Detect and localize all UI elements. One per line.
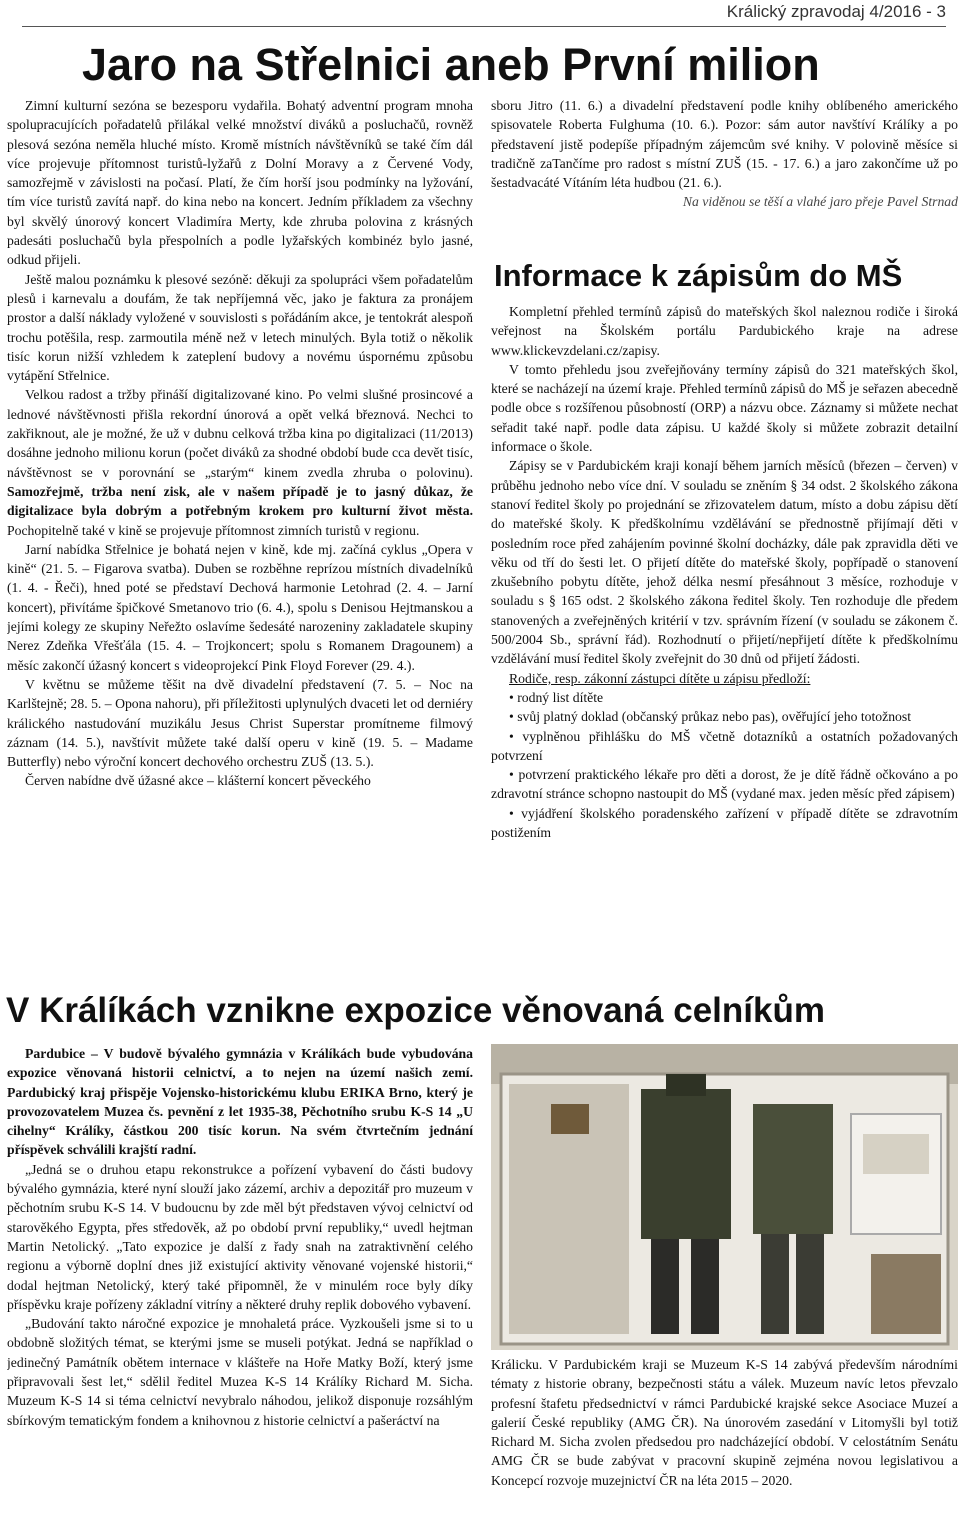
paragraph [7,385,473,539]
paragraph: V květnu se můžeme těšit na dvě divadelní představení (7. 5. – Noc na Karlštejně; 28. 5. – Opona nahoru), při příležitosti uplynulých dvaceti let od derniéry králického nastudování muzikálu Jesus Christ Superstar promítneme filmový záznam (14. 5.), navštívit můžete také další operu v kině (19. 5. – Madame Butterfly) nebo výroční koncert dechového orchestru ZUŠ (13. 5.). [7,676,473,770]
article-title-jaro: Jaro na Střelnici aneb První milion [82,39,820,90]
photo-caption [491,1355,958,1523]
paragraph-bold: Samozřejmě, tržba není zisk, ale v našem případě je to jasný důkaz, že digitalizace byla dobrým a potřebným krokem pro kulturní život města. [7,483,473,519]
article-celnici-body [7,1044,473,1522]
paragraph: Zápisy se v Pardubickém kraji konají během jarních měsíců (březen – červen) v průběhu jednoho nebo více dní. V souladu se zněním § 34 odst. 2 školského zákona stanoví ředitel školy po projednání se zřizovatelem datum, místo a dobu zápisu dětí do mateřské školy. K předškolnímu vzdělávání se přednostně přijímají děti v posledním roce před zahájením povinné školní docházky, dále pak zpravidla děti ve věku od tří do šesti let. O přijetí dítěte do mateřské školy, popřípadě o stanovení zkušebního pobytu dítěte, jehož délka nesmí přesáhnout 3 měsíce, rozhoduje v souladu s § 165 odst. 2 školského zákona ředitel školy. Ten rozhoduje dle předem stanovených a zveřejněných kritérií v tzv. správním řízení (v souladu se zákonem č. 500/2004 Sb., správní řád). Rozhodnutí o přijetí/nepřijetí dítěte k předškolnímu vzdělávání musí ředitel školy zveřejnit do 30 dnů od přijetí žádosti. [491,458,958,667]
header-rule [22,26,946,27]
paragraph: Červen nabídne dvě úžasné akce – klášterní koncert pěveckého [25,773,371,789]
article-title-zapisy: Informace k zápisům do MŠ [494,258,903,293]
list-item: • vyplněnou přihlášku do MŠ včetně dotazníků a ostatních požadovaných potvrzení [491,728,958,763]
museum-exhibit-photo [491,1044,958,1350]
list-item: • vyjádření školského poradenského zařízení v případě dítěte se zdravotním postižením [491,805,958,841]
list-item: • svůj platný doklad (občanský průkaz nebo pas), ověřující jeho totožnost [509,709,912,725]
paragraph-text: Pochopitelně také v kině se projevuje přítomnost zimních turistů v regionu. [7,522,420,538]
running-header: Králický zpravodaj 4/2016 - 3 [726,2,946,21]
article-zapisy-body [491,302,958,982]
list-item: • rodný list dítěte [509,689,604,705]
signature: Na viděnou se těší a vlahé jaro přeje Pavel Strnad [682,194,958,210]
article-title-celnici: V Králíkách vznikne expozice věnovaná celníkům [6,991,825,1030]
paragraph-text: Velkou radost a tržby přináší digitalizované kino. Po velmi slušné prosincové a lednové návštěvnosti přišla rekordní únorová a opět velká březnová. Nechci to zakřiknout, ale je možné, že už v dubnu celková tržba kina po digitalizaci (11/2013) dosáhne jednoho milionu korun (počet diváků za shodné období bude cca devět tisíc, návštěvnost se v porovnání se „starým“ kinem zvedla zhruba o polovinu). [7,387,473,480]
list-intro: Rodiče, resp. zákonní zástupci dítěte u zápisu předloží: [509,670,811,686]
paragraph: „Budování takto náročné expozice je mnohaletá práce. Vyzkoušeli jsme si to u obdobně složitých témat, se kterými jsme se museli potýkat. Jedná se například o jedinečný Památník obětem internace v klášteře na Hoře Matky Boží, který jsme připravovali šest let,“ sdělil ředitel Muzea K-S 14 Králíky Richard M. Sicha. Muzeum K-S 14 si téma celnictví nevybralo náhodou, jelikož disponuje rozsáhlým sbírkovým tematickým fondem a knihovnou z historie celnictví a pašeráctví na [7,1316,473,1428]
paragraph: sboru Jitro (11. 6.) a divadelní představení podle knihy oblíbeného amerického spisovatele Roberta Fulghuma (10. 6.). Pozor: sám autor navštíví Králíky a po představení jistě podepíše případným zájemcům své knihy. V polovině měsíce si tradičně zaTančíme pro radost s místní ZUŠ (15. - 17. 6.) a jaro zakončíme už po šestadvacáté Vítáním léta hudbou (21. 6.). [491,98,958,191]
caption-text: Králicku. V Pardubickém kraji se Muzeum K-S 14 zabývá především národními tématy z historie obrany, bezpečnosti státu a válek. Muzeum navíc letos převzalo profesní štafetu předsednictví v rámci Pardubické krajské sekce Asociace Muzeí a galerií České republiky (AMG ČR). Na únorovém zasedání v Litomyšli byl totiž Richard M. Sicha zvolen předsedou pro nadcházející období. V celostátním Senátu AMG ČR se bude zabývat v pracovní skupině zejména novou legislativou a Koncepcí rozvoje muzejnictví ČR na léta 2015 – 2020. [491,1357,958,1488]
article-jaro-right-column [491,96,958,246]
article-jaro-left-column [7,96,473,984]
paragraph: „Jedná se o druhou etapu rekonstrukce a pořízení vybavení do části budovy bývalého gymnázia, které nyní slouží jako zázemí, archiv a depozitář pro muzeum v pěchotním srubu K-S 14. V budoucnu by zde měl být představen vývoj celnictví od starověkého Egypta, přes středověk, až po období první republiky,“ uvedl hejtman Martin Netolický. „Tato expozice je další z řady snah na zatraktivnění celého regionu a výborně doplní dnes již existující aktivity věnované vojenské historii,“ dodal hejtman Netolický, který také připomněl, že v minulém roce byly díky příspěvku kraje pořízeny základní vitríny a některé druhy replik dobového vybavení. [7,1161,473,1312]
paragraph: Zimní kulturní sezóna se bezesporu vydařila. Bohatý adventní program mnoha spolupracujících pořadatelů přilákal velké množství diváků a posluchačů, rovněž plesová sezóna neměla hluché místo. Kromě místních návštěvníků se také čím dál více projevuje přítomnost turistů-lyžařů z Dolní Moravy a z Červené Vody, samozřejmě v závislosti na počasí. Platí, že čím horší jsou podmínky na lyžování, tím více turistů zavítá např. do kina nebo na koncert. Jedním příkladem za všechny byl skvělý únorový koncert Vladimíra Merty, kde zhruba polovina z krásných padesáti posluchačů byla přespolních a podle lyžařských kombinéz bylo jasné, odkud přijeli. [7,98,473,268]
paragraph: Jarní nabídka Střelnice je bohatá nejen v kině, kde mj. začíná cyklus „Opera v kině“ (21. 5. – Figarova svatba). Duben se rozběhne reprízou místních divadelníků (1. 4. - Řeči), hned poté se představí Dechová harmonie Letohrad (2. 4. – Jarní koncert), přivítáme špičkové Smetanovo trio (6. 4.), spolu s Denisou Hejtmanskou a jejími kolegy ze skupiny Neřežto oslavíme šedesáté narozeniny zakladatele skupiny Nerez Zdeňka Vřešťála (15. 4. – Trojkoncert; spolu s Romanem Dragounem) a měsíc zakončí úžasný koncert s videoprojekcí Pink Floyd Forever (29. 4.). [7,541,473,673]
lead-paragraph [7,1044,473,1160]
paragraph: Ještě malou poznámku k plesové sezóně: děkuji za spolupráci všem pořadatelům plesů i karnevalu a doufám, že tak nepříjemná věc, jako je faktura za pronájem prostor a další náklady vyložené v souvislosti s pořádáním akce, je tentokrát alespoň trochu potěšila, resp. zarmoutila méně než v letech minulých. Byla totiž o několik tisíc korun nižší vzhledem k zateplení budovy a novému úspornému způsobu vytápění Střelnice. [7,271,473,384]
photo-illustration [491,1044,958,1350]
paragraph: V tomto přehledu jsou zveřejňovány termíny zápisů do 321 mateřských škol, které se nacházejí na území kraje. Přehled termínů zápisů do MŠ je seřazen abecedně podle obce s rozšířenou působností (ORP) a názvu obce. Záznamy si můžete nechat seřadit také např. podle data zápisu. U každé školy si můžete zobrazit detailní informace o škole. [491,361,958,455]
list-item: • potvrzení praktického lékaře pro děti a dorost, že je dítě řádně očkováno a po zdravotní stránce schopno nastoupit do MŠ (vydané max. jeden měsíc před zápisem) [491,767,958,802]
paragraph: Kompletní přehled termínů zápisů do mateřských škol naleznou rodiče i široká veřejnost na Školském portálu Pardubického kraje na adrese www.klickevzdelani.cz/zapisy. [491,304,958,358]
lead-text: Pardubice – V budově bývalého gymnázia v Králíkách bude vybudována expozice věnovaná historii celnictví, a to nejen na území našich zemí. Pardubický kraj přispěje Vojensko-historickému klubu ERIKA Brno, který je provozovatelem Muzea čs. pevnění z let 1935-38, Pěchotního srubu K-S 14 „U cihelny“ Králíky, částkou 200 tisíc korun. Na svém čtvrtečním jednání příspěvek schválili krajští radní. [7,1046,473,1158]
